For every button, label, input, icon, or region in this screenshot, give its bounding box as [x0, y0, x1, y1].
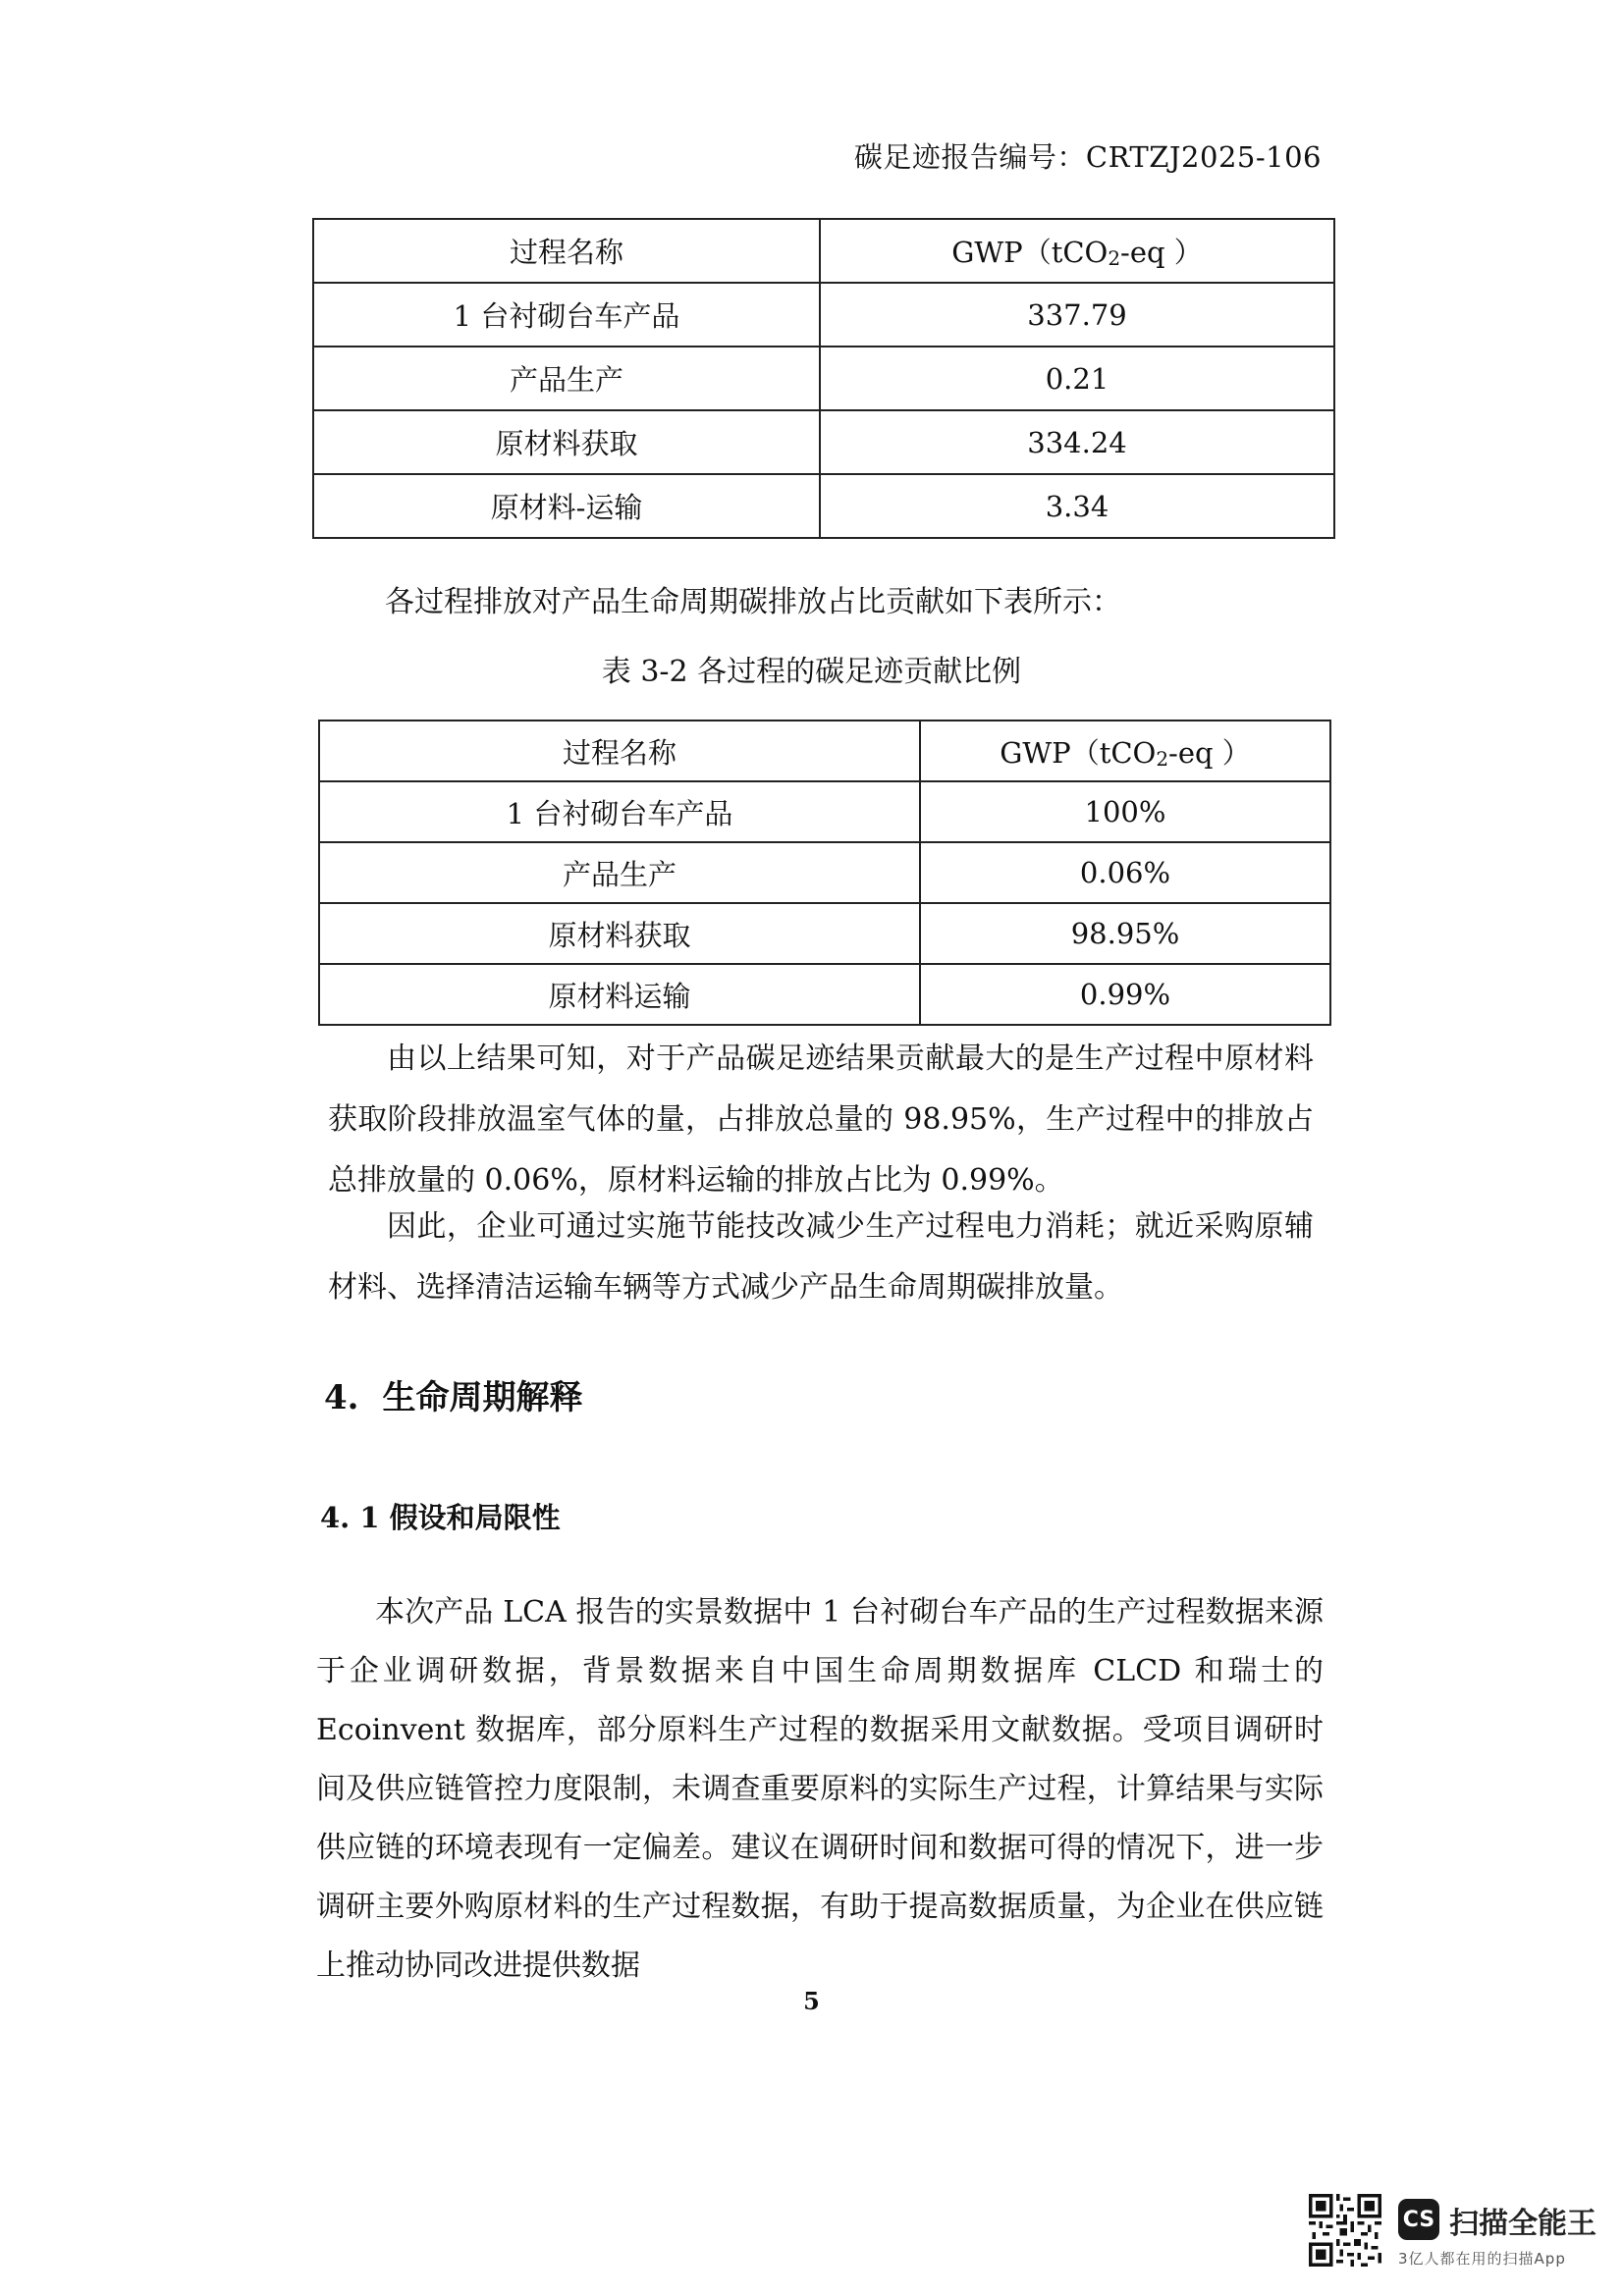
section-4-heading [324, 1370, 583, 1418]
gwp-value-cell: 0.21 [820, 347, 1334, 410]
table-caption: 表 3-2 各过程的碳足迹贡献比例 [601, 655, 1022, 689]
table-header-row [313, 219, 1334, 283]
share-value-cell: 0.06% [920, 842, 1330, 903]
qr-code-icon [1309, 2194, 1381, 2267]
process-name-cell: 原材料获取 [313, 410, 820, 474]
header-gwp: GWP（tCO$_2$-eq ） [920, 721, 1330, 781]
gwp-value-cell: 3.34 [820, 474, 1334, 538]
header-gwp: GWP（tCO$_2$-eq ） [820, 219, 1334, 283]
section-number: 4. [324, 1378, 359, 1417]
section-4-1-heading: 4. 1 假设和局限性 [320, 1501, 561, 1534]
table-row [319, 903, 1330, 964]
process-name-cell: 原材料获取 [319, 903, 920, 964]
header-process-name: 过程名称 [319, 721, 920, 781]
process-name-cell: 产品生产 [319, 842, 920, 903]
gwp-value-cell: 334.24 [820, 410, 1334, 474]
table-row [313, 474, 1334, 538]
scanner-app-name: 扫描全能王 [1449, 2207, 1596, 2241]
section-4-1-paragraph: 本次产品 LCA 报告的实景数据中 1 台衬砌台车产品的生产过程数据来源于企业调研数据，背景数据来自中国生命周期数据库 CLCD 和瑞士的 Ecoinvent 数据库，部分原料生产过程的数据采用文献数据。受项目调研时间及供应链管控力度限制，未调查重要原料的实际生产过程，计算结果与实际供应链的环境表现有一定偏差。建议在调研时间和数据可得的情况下，进一步调研主要外购原材料的生产过程数据，有助于提高数据质量，为企业在供应链上推动协同改进提供数据 [316, 1595, 1324, 1983]
table-row [313, 410, 1334, 474]
table-row [319, 964, 1330, 1025]
share-value-cell: 0.99% [920, 964, 1330, 1025]
contribution-table [318, 720, 1331, 1026]
conclusion-paragraph: 由以上结果可知，对于产品碳足迹结果贡献最大的是生产过程中原材料获取阶段排放温室气体的量，占排放总量的 98.95%，生产过程中的排放占总排放量的 0.06%，原材料运输的排放占比为 0.99%。 [328, 1041, 1314, 1198]
scanner-tagline: 3亿人都在用的扫描App [1398, 2250, 1566, 2268]
share-value-cell: 98.95% [920, 903, 1330, 964]
table-row [319, 842, 1330, 903]
gwp-value-cell: 337.79 [820, 283, 1334, 347]
process-name-cell: 原材料-运输 [313, 474, 820, 538]
table-row [313, 283, 1334, 347]
process-name-cell: 原材料运输 [319, 964, 920, 1025]
header-process-name: 过程名称 [313, 219, 820, 283]
advice-paragraph: 因此，企业可通过实施节能技改减少生产过程电力消耗；就近采购原辅材料、选择清洁运输车辆等方式减少产品生命周期碳排放量。 [328, 1209, 1314, 1305]
table-row [313, 347, 1334, 410]
process-name-cell: 1 台衬砌台车产品 [319, 781, 920, 842]
section-title: 生命周期解释 [382, 1378, 583, 1417]
report-number: 碳足迹报告编号：CRTZJ2025-106 [853, 140, 1322, 174]
table-row [319, 781, 1330, 842]
process-name-cell: 产品生产 [313, 347, 820, 410]
scanner-logo: CS [1398, 2199, 1439, 2240]
gwp-table [312, 218, 1335, 539]
page-number: 5 [803, 1987, 820, 2015]
intro-paragraph: 各过程排放对产品生命周期碳排放占比贡献如下表所示： [385, 585, 1121, 619]
share-value-cell: 100% [920, 781, 1330, 842]
process-name-cell: 1 台衬砌台车产品 [313, 283, 820, 347]
table-header-row [319, 721, 1330, 781]
